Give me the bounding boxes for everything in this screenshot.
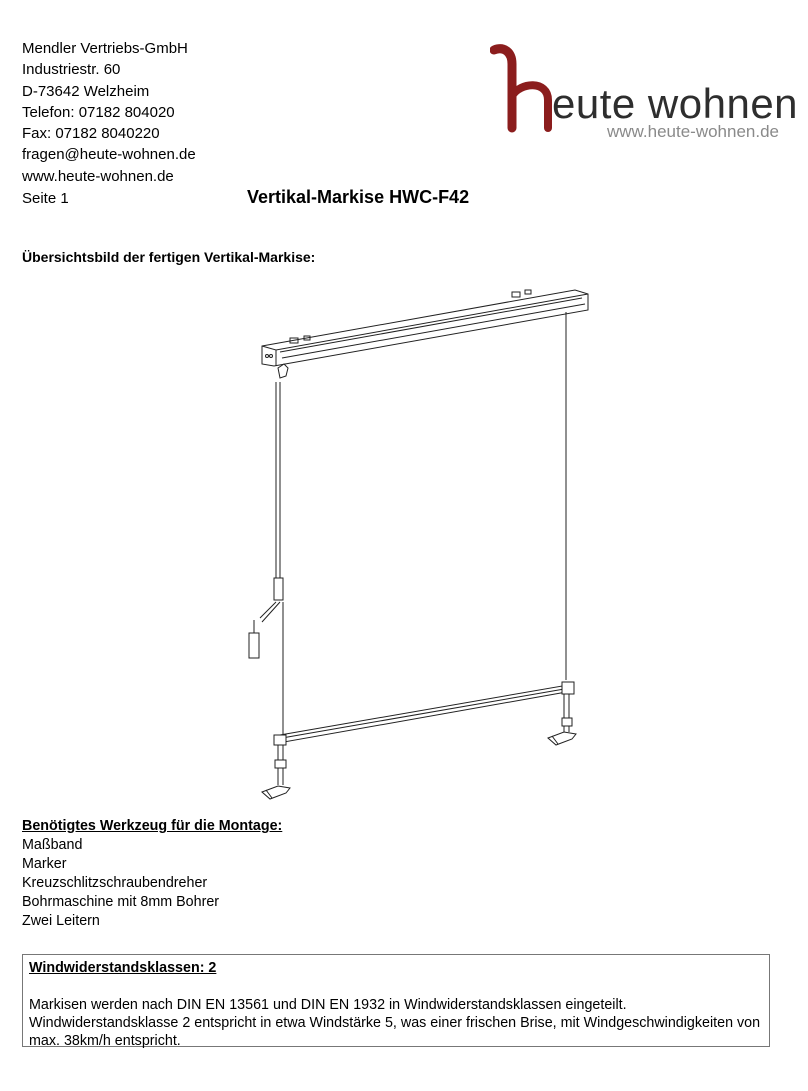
tool-item: Zwei Leitern [22,913,100,929]
tool-item: Bohrmaschine mit 8mm Bohrer [22,894,220,910]
page-title: Vertikal-Markise HWC-F42 [247,187,470,207]
wind-heading: Windwiderstandsklassen: 2 [29,960,217,976]
company-website[interactable]: www.heute-wohnen.de [22,167,174,185]
wind-text-line: Windwiderstandsklasse 2 entspricht in etwa Windstärke 5, was einer frischen Brise, mit Windgeschwindigkeiten von [29,1015,761,1031]
brand-name: eute wohnen [552,80,799,127]
left-floor-bracket-icon [262,735,290,799]
company-phone: Telefon: 07182 804020 [22,103,175,121]
wind-text-line: max. 38km/h entspricht. [29,1033,181,1049]
tools-heading: Benötigtes Werkzeug für die Montage: [22,818,283,834]
awning-illustration [240,280,600,810]
page-number: Seite 1 [22,190,69,207]
company-email[interactable]: fragen@heute-wohnen.de [22,146,196,164]
crank-rod-icon [249,364,288,658]
brand-url[interactable]: www.heute-wohnen.de [607,122,780,141]
company-address [22,38,196,187]
company-street: Industriestr. 60 [22,61,121,79]
brand-logo [490,44,799,144]
tool-item: Maßband [22,837,83,853]
company-city: D-73642 Welzheim [22,82,150,100]
overview-heading: Übersichtsbild der fertigen Vertikal-Markise: [22,249,316,265]
cassette-box-icon [262,290,588,366]
bottom-bar-icon [280,685,572,742]
wind-resistance-box [22,954,770,1047]
wind-text-line: Markisen werden nach DIN EN 13561 und DIN EN 1932 in Windwiderstandsklassen eingeteilt. [29,997,627,1013]
tools-section [22,817,282,931]
tool-item: Marker [22,856,67,872]
tool-item: Kreuzschlitzschraubendreher [22,875,208,891]
company-name: Mendler Vertriebs-GmbH [22,40,188,57]
company-fax: Fax: 07182 8040220 [22,125,160,143]
